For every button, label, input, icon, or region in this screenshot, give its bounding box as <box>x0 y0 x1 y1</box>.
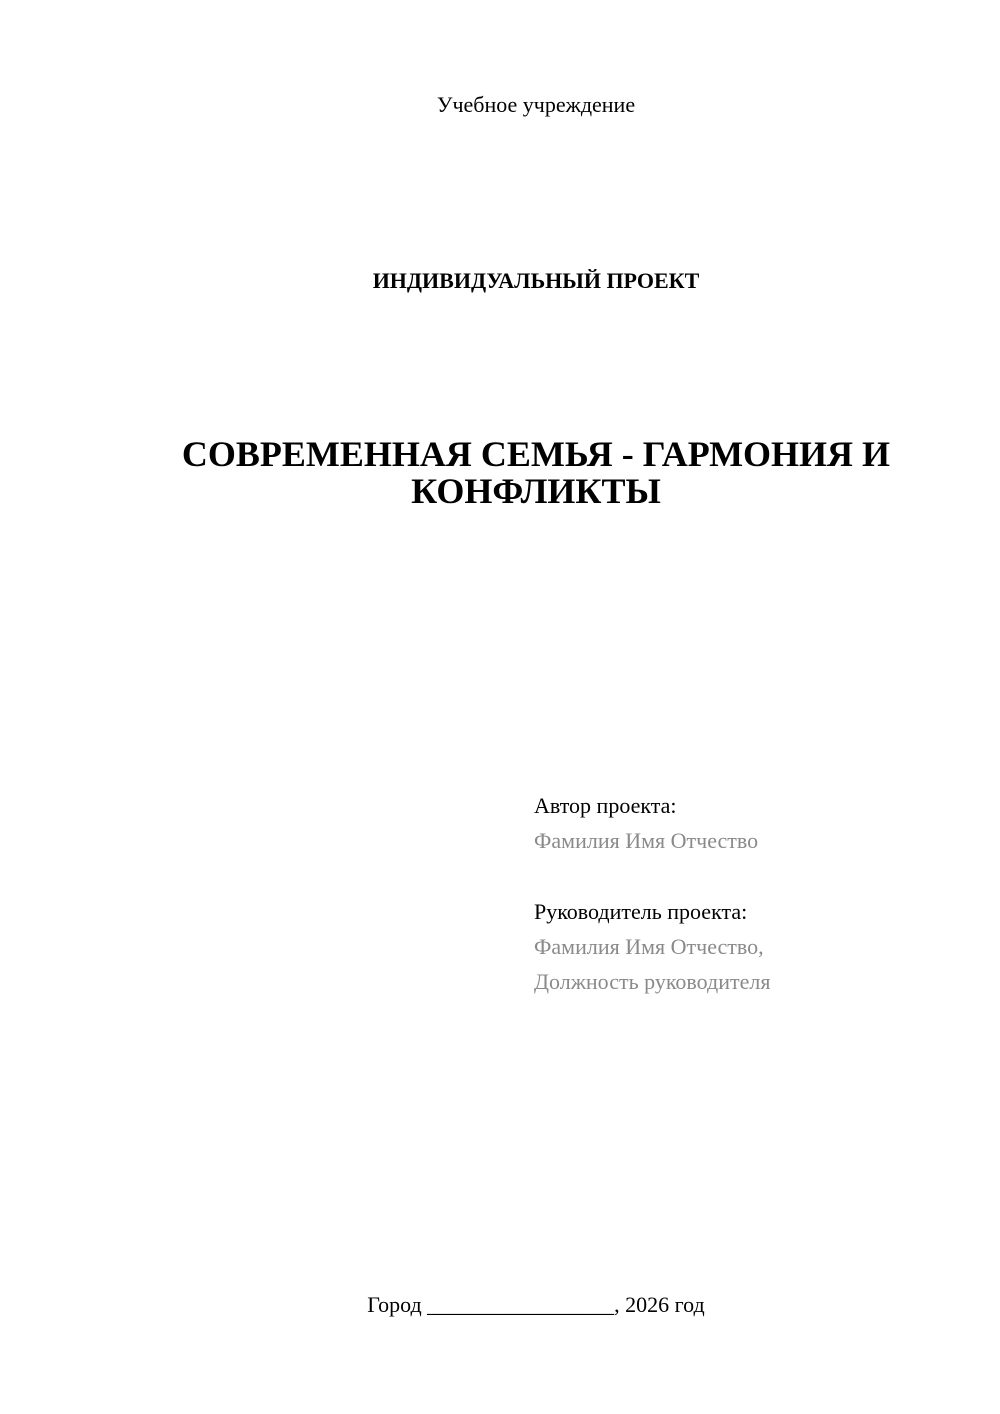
institution-name: Учебное учреждение <box>436 92 636 117</box>
author-name: Фамилия Имя Отчество <box>534 828 759 853</box>
author-label: Автор проекта: <box>534 793 677 818</box>
project-type-heading: ИНДИВИДУАЛЬНЫЙ ПРОЕКТ <box>372 268 700 293</box>
supervisor-position: Должность руководителя <box>534 969 771 994</box>
project-title-line-1: СОВРЕМЕННАЯ СЕМЬЯ - ГАРМОНИЯ И <box>181 434 891 474</box>
project-info-block <box>534 788 974 999</box>
supervisor-name: Фамилия Имя Отчество, <box>534 934 764 959</box>
project-title-line-2: КОНФЛИКТЫ <box>411 471 661 511</box>
city-year-line: Город _________________, 2026 год <box>367 1292 705 1317</box>
info-spacer <box>534 858 974 894</box>
project-title <box>130 436 942 510</box>
supervisor-label: Руководитель проекта: <box>534 899 748 924</box>
